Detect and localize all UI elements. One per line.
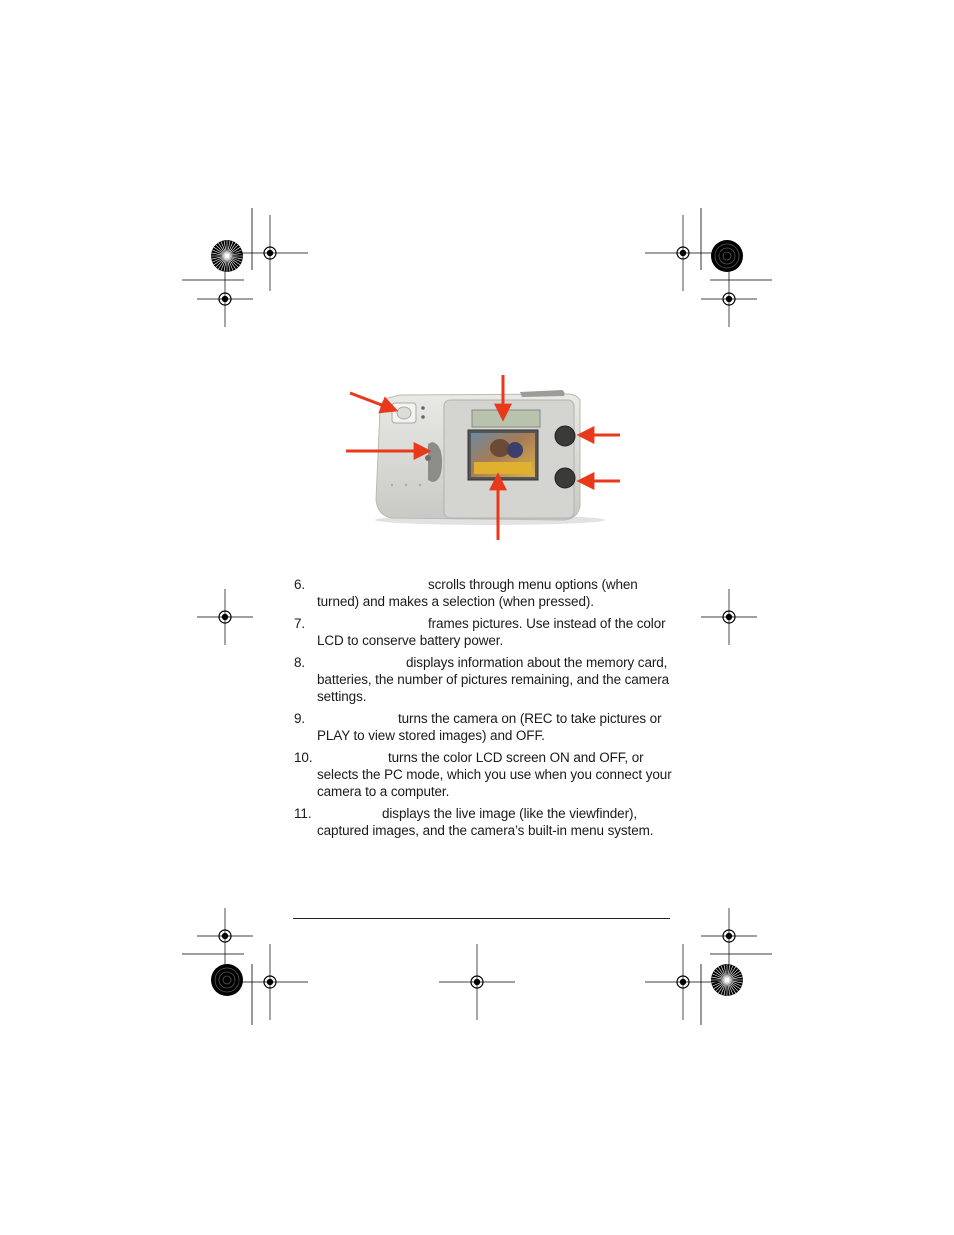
item-text: displays the live image (like the viewfinder), captured images, and the camera’s built-in menu system. bbox=[317, 806, 654, 838]
item-text: scrolls through menu options (when turned) and makes a selection (when pressed). bbox=[317, 577, 638, 609]
item-text: turns the color LCD screen ON and OFF, or selects the PC mode, which you use when you connect your camera to a computer. bbox=[317, 750, 672, 799]
list-item bbox=[294, 654, 674, 705]
item-number: 11. bbox=[294, 806, 312, 821]
footer-rule bbox=[293, 918, 670, 919]
component-list bbox=[294, 576, 674, 844]
list-item bbox=[294, 576, 674, 610]
list-item bbox=[294, 805, 674, 839]
item-text: frames pictures. Use instead of the color LCD to conserve battery power. bbox=[317, 616, 666, 648]
item-number: 8. bbox=[294, 655, 306, 670]
item-number: 7. bbox=[294, 616, 306, 631]
item-number: 9. bbox=[294, 711, 306, 726]
item-text: turns the camera on (REC to take pictures or PLAY to view stored images) and OFF. bbox=[317, 711, 662, 743]
list-item bbox=[294, 615, 674, 649]
list-item bbox=[294, 749, 674, 800]
item-text: displays information about the memory card, batteries, the number of pictures remaining, and the camera settings. bbox=[317, 655, 670, 704]
list-item bbox=[294, 710, 674, 744]
arrow-viewfinder bbox=[350, 393, 395, 410]
item-number: 6. bbox=[294, 577, 306, 592]
item-number: 10. bbox=[294, 750, 313, 765]
